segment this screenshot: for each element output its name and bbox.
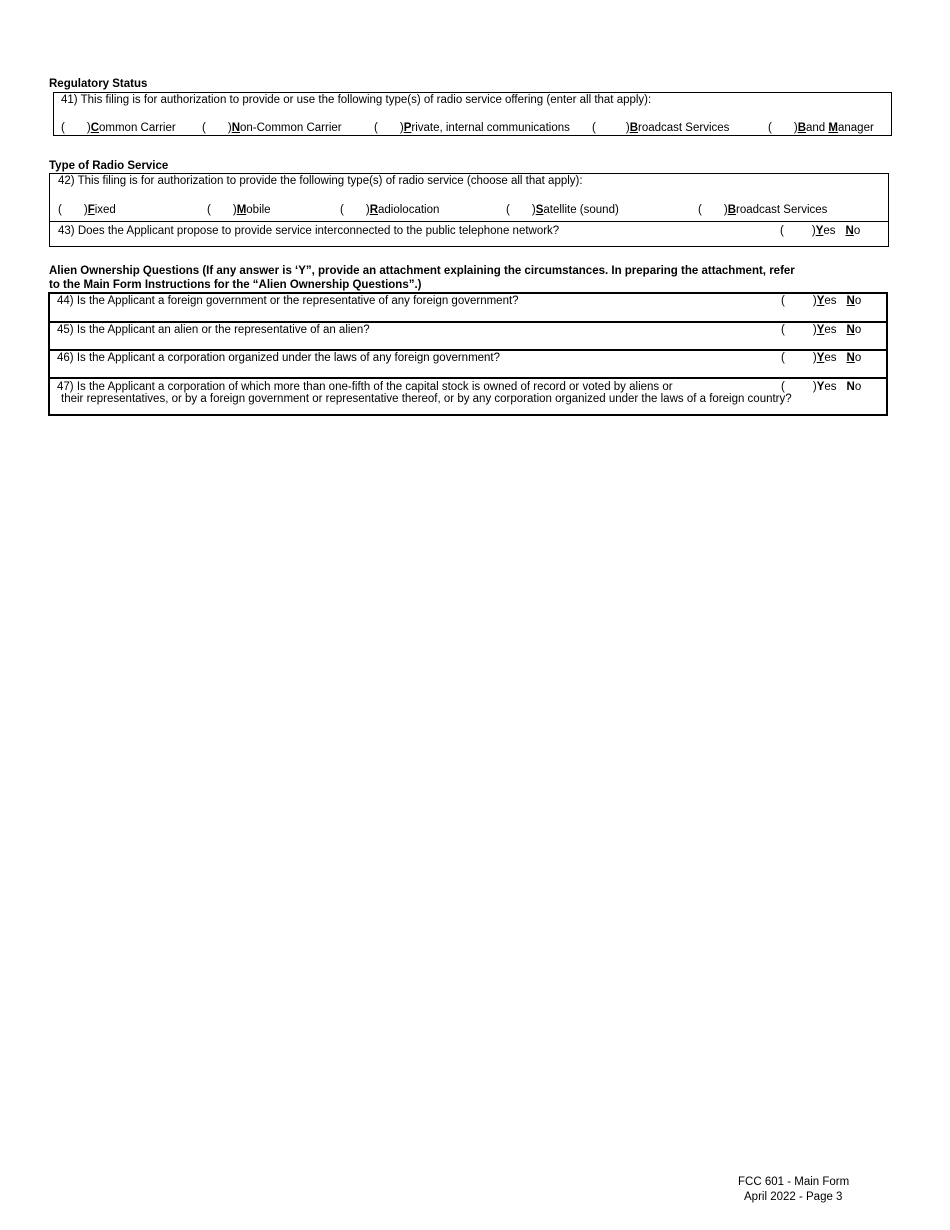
option-non-common-carrier[interactable]: ( )Non-Common Carrier	[202, 122, 342, 134]
question-43: 43) Does the Applicant propose to provide service interconnected to the public telephone network?	[58, 225, 560, 237]
yes-no-46[interactable]: ( )Yes No	[781, 352, 862, 364]
option-broadcast-services-radio[interactable]: ( )Broadcast Services	[698, 204, 828, 216]
divider-42-43	[50, 221, 888, 222]
option-satellite-sound[interactable]: ( )Satellite (sound)	[506, 204, 619, 216]
question-44: 44) Is the Applicant a foreign government or the representative of any foreign government?	[57, 295, 519, 307]
option-band-manager[interactable]: ( )Band Manager	[768, 122, 874, 134]
option-radiolocation[interactable]: ( )Radiolocation	[340, 204, 440, 216]
question-47-line2: their representatives, or by a foreign government or representative thereof, or by any corporation organized under the laws of a foreign country?	[61, 393, 792, 405]
divider-45-46	[50, 349, 886, 351]
question-46: 46) Is the Applicant a corporation organized under the laws of any foreign government?	[57, 352, 501, 364]
option-fixed[interactable]: ( )Fixed	[58, 204, 116, 216]
yes-no-47[interactable]: ( )Yes No	[781, 381, 862, 393]
question-45: 45) Is the Applicant an alien or the representative of an alien?	[57, 324, 370, 336]
yes-no-45[interactable]: ( )Yes No	[781, 324, 862, 336]
divider-46-47	[50, 377, 886, 379]
option-private-internal[interactable]: ( )Private, internal communications	[374, 122, 570, 134]
yes-no-43[interactable]: ( )Yes No	[780, 225, 861, 237]
alien-ownership-box	[48, 292, 888, 416]
question-41: 41) This filing is for authorization to provide or use the following type(s) of radio service offering (enter all that apply):	[61, 94, 652, 106]
question-47-line1: 47) Is the Applicant a corporation of which more than one-fifth of the capital stock is owned of record or voted by aliens or	[57, 381, 673, 393]
regulatory-status-box	[53, 92, 892, 136]
radio-service-box	[49, 173, 889, 247]
alien-ownership-title-line2: to the Main Form Instructions for the “Alien Ownership Questions”.)	[49, 279, 422, 291]
regulatory-status-title: Regulatory Status	[49, 78, 148, 90]
yes-no-44[interactable]: ( )Yes No	[781, 295, 862, 307]
option-broadcast-services[interactable]: ( )Broadcast Services	[592, 122, 730, 134]
divider-44-45	[50, 321, 886, 323]
option-common-carrier[interactable]: ( )Common Carrier	[61, 122, 176, 134]
option-mobile[interactable]: ( )Mobile	[207, 204, 271, 216]
radio-service-title: Type of Radio Service	[49, 160, 169, 172]
form-footer-title: FCC 601 - Main Form	[738, 1176, 850, 1188]
question-42: 42) This filing is for authorization to provide the following type(s) of radio service (choose all that apply):	[58, 175, 583, 187]
form-footer-page: April 2022 - Page 3	[744, 1191, 843, 1203]
alien-ownership-title-line1: Alien Ownership Questions (If any answer is ‘Y”, provide an attachment explaining the circumstances. In preparing the attachment, refer	[49, 265, 795, 277]
